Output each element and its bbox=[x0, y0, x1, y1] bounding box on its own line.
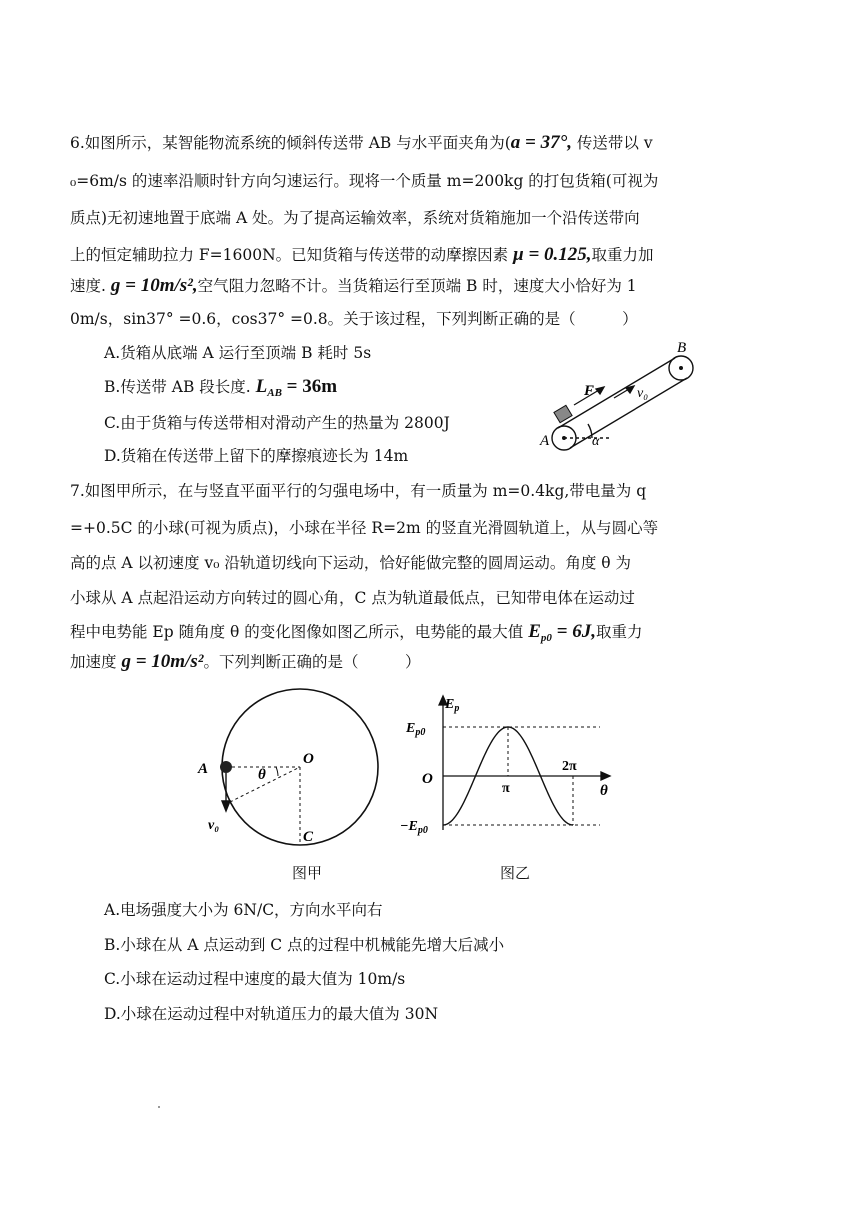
q6-line-2: ₀=6m/s 的速率沿顺时针方向匀速运行。现将一个质量 m=200kg 的打包货箱(可视为 bbox=[70, 172, 659, 190]
q6-text: 上的恒定辅助拉力 F=1600N。已知货箱与传送带的动摩擦因素 bbox=[70, 246, 509, 264]
q7-ep0-value: = 6J, bbox=[551, 621, 596, 642]
stray-dot bbox=[158, 1106, 160, 1108]
q6-option-b-math: L bbox=[255, 376, 268, 397]
q7-label-a: A bbox=[198, 761, 209, 777]
q6-text: 空气阻力忽略不计。当货箱运行至顶端 B 时，速度大小恰好为 1 bbox=[197, 277, 637, 295]
q6-label-a: A bbox=[540, 433, 550, 449]
q7-text: 加速度 bbox=[70, 653, 117, 671]
belt-top bbox=[558, 358, 675, 428]
cargo-box bbox=[554, 405, 572, 422]
q6-text: 传送带以 v bbox=[576, 134, 653, 152]
q7-line-5 bbox=[70, 622, 643, 648]
q6-option-b-value: = 36m bbox=[281, 376, 338, 397]
q6-label-f: F bbox=[584, 383, 595, 399]
q7-ep-chart bbox=[400, 690, 620, 840]
q6-line-6: 0m/s，sin37° =0.6，cos37° =0.8。关于该过程，下列判断正确的是（ ） bbox=[70, 310, 638, 328]
q7-option-c: C.小球在运动过程中速度的最大值为 10m/s bbox=[104, 970, 406, 988]
q6-text: 速度. bbox=[70, 277, 106, 295]
q6-option-d: D.货箱在传送带上留下的摩擦痕迹长为 14m bbox=[104, 447, 409, 465]
origin-label: O bbox=[422, 771, 433, 787]
tick-label-pi: π bbox=[502, 781, 510, 796]
q7-g-math: g = 10m/s² bbox=[121, 651, 204, 672]
q7-text: 程中电势能 Ep 随角度 θ 的变化图像如图乙所示，电势能的最大值 bbox=[70, 623, 524, 641]
q6-line-4 bbox=[70, 245, 654, 265]
q6-conveyor-figure bbox=[530, 335, 710, 465]
ball bbox=[220, 761, 232, 773]
q7-line-1: 7.如图甲所示，在与竖直平面平行的匀强电场中，有一质量为 m=0.4kg,带电量为 q bbox=[70, 482, 647, 500]
q6-angle-math: a = 37°, bbox=[510, 132, 572, 153]
q6-option-a: A.货箱从底端 A 运行至顶端 B 耗时 5s bbox=[104, 344, 372, 362]
q6-mu-math: μ = 0.125, bbox=[513, 244, 592, 265]
q7-label-c: C bbox=[303, 829, 314, 845]
figure-caption-yi: 图乙 bbox=[500, 864, 531, 882]
q6-line-5 bbox=[70, 276, 637, 296]
tick-label-2pi: 2π bbox=[562, 759, 577, 774]
q6-option-c: C.由于货箱与传送带相对滑动产生的热量为 2800J bbox=[104, 414, 450, 432]
q6-option-b bbox=[104, 377, 337, 403]
q6-label-b: B bbox=[677, 340, 687, 356]
tick-label-neg-ep0: $-E_{p0}$ bbox=[400, 819, 428, 836]
q6-g-math: g = 10m/s², bbox=[110, 275, 198, 296]
tick-label-ep0: $E_{p0}$ bbox=[406, 721, 426, 738]
q6-option-b-text: B.传送带 AB 段长度. bbox=[104, 378, 251, 396]
q7-text: 取重力 bbox=[595, 623, 643, 641]
q7-line-6 bbox=[70, 652, 420, 672]
q7-label-theta: θ bbox=[258, 767, 266, 783]
q7-option-b: B.小球在从 A 点运动到 C 点的过程中机械能先增大后减小 bbox=[104, 936, 505, 954]
q7-ep0-sub: p0 bbox=[540, 632, 552, 645]
q7-line-3: 高的点 A 以初速度 v₀ 沿轨道切线向下运动，恰好能做完整的圆周运动。角度 θ 为 bbox=[70, 554, 632, 572]
q7-line-4: 小球从 A 点起沿运动方向转过的圆心角，C 点为轨道最低点，已知带电体在运动过 bbox=[70, 589, 635, 607]
q7-ep0-math: E bbox=[528, 621, 541, 642]
q6-label-v0: v₀ bbox=[637, 386, 649, 401]
q6-line-3: 质点)无初速地置于底端 A 处。为了提高运输效率，系统对货箱施加一个沿传送带向 bbox=[70, 209, 640, 227]
y-axis-label: $E_p$ bbox=[445, 697, 460, 714]
q6-option-b-sub: AB bbox=[267, 387, 282, 400]
q6-line-1 bbox=[70, 133, 653, 153]
q7-circle-figure bbox=[190, 685, 390, 860]
q6-text: 取重力加 bbox=[591, 246, 654, 264]
q6-text: 6.如图所示，某智能物流系统的倾斜传送带 AB 与水平面夹角为( bbox=[70, 134, 511, 152]
figure-caption-jia: 图甲 bbox=[292, 864, 323, 882]
q7-label-o: O bbox=[303, 751, 314, 767]
q6-label-alpha: α bbox=[592, 434, 600, 449]
q7-option-a: A.电场强度大小为 6N/C，方向水平向右 bbox=[104, 901, 383, 919]
q7-line-2: =+0.5C 的小球(可视为质点)，小球在半径 R=2m 的竖直光滑圆轨道上，从与圆心等 bbox=[70, 519, 659, 537]
q7-text: 。下列判断正确的是（ ） bbox=[203, 653, 421, 671]
q7-label-v0: v₀ bbox=[208, 818, 220, 833]
x-axis-label: θ bbox=[600, 783, 608, 799]
q7-option-d: D.小球在运动过程中对轨道压力的最大值为 30N bbox=[104, 1005, 439, 1023]
